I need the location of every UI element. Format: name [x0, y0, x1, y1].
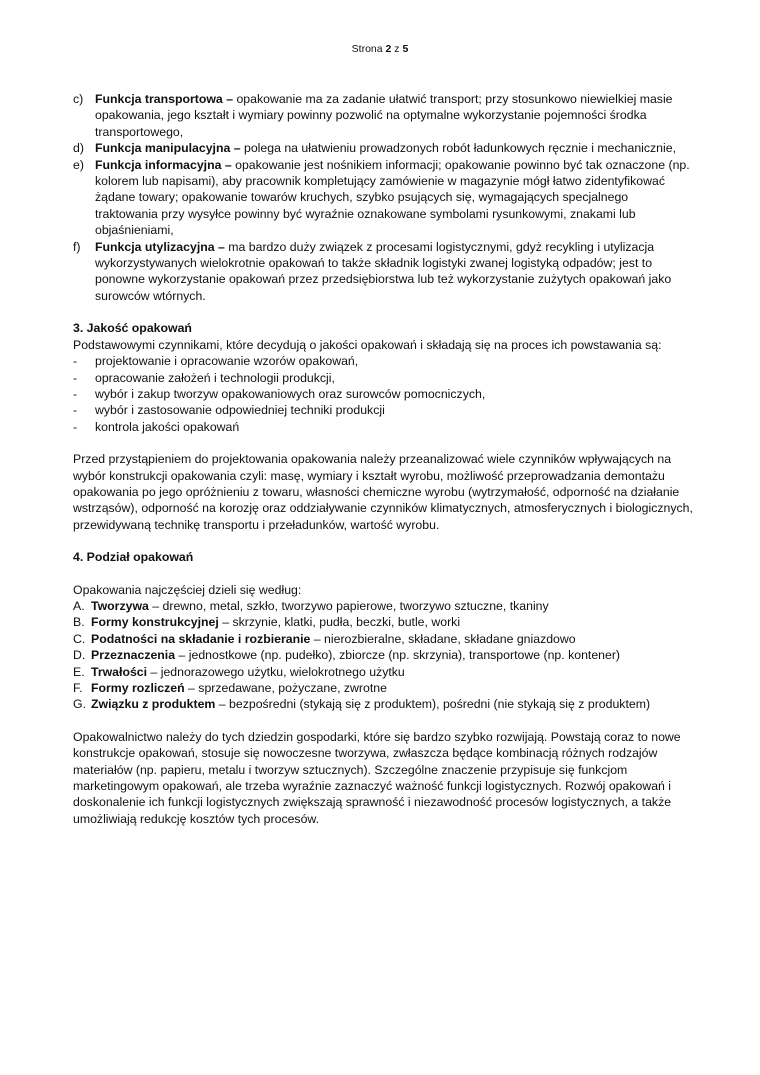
list-marker: f): [73, 239, 81, 254]
category-title: Przeznaczenia: [91, 648, 176, 663]
section-3-intro: Podstawowymi czynnikami, które decydują o jakości opakowań i składają się na proces ich powstawania są:: [73, 337, 662, 352]
category-title: Związku z produktem: [91, 697, 216, 712]
list-item: - wybór i zakup tworzyw opakowaniowych oraz surowców pomocniczych,: [73, 386, 486, 401]
list-marker: E.: [73, 664, 85, 679]
list-item: [73, 598, 693, 614]
list-item: - kontrola jakości opakowań: [73, 419, 240, 434]
function-text: polega na ułatwieniu prowadzonych robót ładunkowych ręcznie i mechanicznie,: [240, 141, 677, 156]
category-text: – drewno, metal, szkło, tworzywo papierowe, tworzywo sztuczne, tkaniny: [148, 598, 549, 613]
list-item: [73, 647, 693, 663]
section-4-intro: Opakowania najczęściej dzieli się według:: [73, 582, 302, 597]
function-text: opakowanie ma za zadanie ułatwić transport; przy stosunkowo niewielkiej masie opakowania, jego kształt i wymiary powinny pozwolić na optymalne wykorzystanie pojemności środka transportowego,: [95, 92, 673, 139]
section-3-title: 3. Jakość opakowań: [73, 321, 192, 336]
dash-marker: -: [73, 403, 78, 418]
list-item: [73, 680, 693, 696]
page-sep: z: [394, 43, 400, 55]
function-item: [73, 157, 693, 239]
category-text: – sprzedawane, pożyczane, zwrotne: [184, 681, 387, 695]
list-item: - projektowanie i opracowanie wzorów opakowań,: [73, 354, 359, 369]
page-label: Strona: [351, 43, 383, 55]
category-text: – skrzynie, klatki, pudła, beczki, butle, worki: [218, 615, 461, 630]
list-marker: A.: [73, 598, 85, 613]
section-4-paragraph: Opakowalnictwo należy do tych dziedzin gospodarki, które się bardzo szybko rozwijają. Powstają coraz to nowe konstrukcje opakowań, stosuje się nowoczesne tworzywa, zwłaszcza będące kombinacją różnych rodzajów materiałów (np. papieru, metalu i tworzyw sztucznych). Szczególne znaczenie przypisuje się funkcjom marketingowym opakowań, ale trzeba wyraźnie zaznaczyć ważność funkcji logistycznych. Rozwój opakowań i doskonalenie ich funkcji logistycznych zwiększają sprawność i niezawodność procesów logistycznych, a także umożliwiają redukcję kosztów tych procesów.: [73, 729, 681, 826]
section-4-title: 4. Podział opakowań: [73, 550, 194, 565]
quality-list: [73, 353, 693, 435]
category-title: Formy konstrukcyjnej: [91, 615, 219, 630]
list-marker: e): [73, 157, 84, 172]
list-item: [73, 664, 693, 680]
function-text: opakowanie jest nośnikiem informacji; opakowanie powinno być tak oznaczone (np. kolorem lub napisami), aby pracownik kompletujący zamówienie w magazynie mógł łatwo zidentyfikować żądane towary; opakowanie towarów kruchych, szybko psujących się, wymagających specjalnego traktowania przy wysyłce powinny być wyraźnie oznakowane symbolami rysunkowymi, znakami lub objaśnieniami,: [95, 157, 690, 238]
section-3-paragraph: Przed przystąpieniem do projektowania opakowania należy przeanalizować wiele czynników wpływających na wybór konstrukcji opakowania czyli: masę, wymiary i kształt wyrobu, możliwość przeprowadzania demontażu opakowania po jego opróżnieniu z towaru, własności chemiczne wyrobu (wytrzymałość, odporność na działanie wstrząsów), odporność na korozję oraz oddziaływanie czynników klimatycznych, atmosferycznych i biologicznych, przewidywaną technikę transportu i przeładunków, wartość wyrobu.: [73, 452, 693, 532]
category-title: Tworzywa: [91, 598, 149, 613]
classification-list: [73, 598, 693, 713]
category-text: – bezpośredni (stykają się z produktem), pośredni (nie stykają się z produktem): [215, 697, 651, 712]
list-marker: F.: [73, 681, 83, 695]
list-marker: c): [73, 92, 84, 106]
list-marker: G.: [73, 697, 86, 712]
list-marker: B.: [73, 615, 85, 630]
function-text: ma bardzo duży związek z procesami logistycznymi, gdyż recykling i utylizacja wykorzystywanych wielokrotnie opakowań to także składnik logistyki zwanej logistyką odpadów; jest to ponowne wykorzystanie opakowań przez przedsiębiorstwa lub też wykorzystanie zużytych opakowań jako surowców wtórnych.: [95, 239, 672, 303]
function-title: Funkcja utylizacyjna –: [95, 239, 225, 254]
category-text: – nierozbieralne, składane, składane gniazdowo: [310, 631, 576, 646]
dash-marker: -: [73, 370, 78, 385]
category-title: Trwałości: [91, 664, 148, 679]
list-item: [73, 696, 693, 712]
function-item: [73, 91, 693, 140]
list-marker: D.: [73, 648, 86, 663]
list-item: - wybór i zastosowanie odpowiedniej techniki produkcji: [73, 403, 385, 418]
function-title: Funkcja manipulacyjna –: [95, 141, 241, 156]
category-text: – jednorazowego użytku, wielokrotnego użytku: [147, 664, 405, 679]
page-total: 5: [402, 43, 409, 55]
dash-marker: -: [73, 386, 78, 401]
document-body: [73, 91, 693, 827]
page-header: [0, 43, 760, 55]
page-current: 2: [385, 43, 392, 55]
category-text: – jednostkowe (np. pudełko), zbiorcze (np. skrzynia), transportowe (np. kontener): [175, 648, 621, 663]
category-title: Podatności na składanie i rozbieranie: [91, 631, 311, 646]
functions-list: [73, 91, 693, 304]
list-marker: d): [73, 141, 84, 156]
function-title: Funkcja transportowa –: [95, 92, 234, 106]
list-marker: C.: [73, 631, 86, 646]
function-item: [73, 140, 693, 156]
list-item: [73, 631, 693, 647]
function-item: [73, 239, 693, 305]
function-title: Funkcja informacyjna –: [95, 157, 232, 172]
dash-marker: -: [73, 419, 78, 434]
category-title: Formy rozliczeń: [91, 681, 185, 695]
dash-marker: -: [73, 354, 78, 369]
list-item: - opracowanie założeń i technologii produkcji,: [73, 370, 335, 385]
list-item: [73, 614, 693, 630]
